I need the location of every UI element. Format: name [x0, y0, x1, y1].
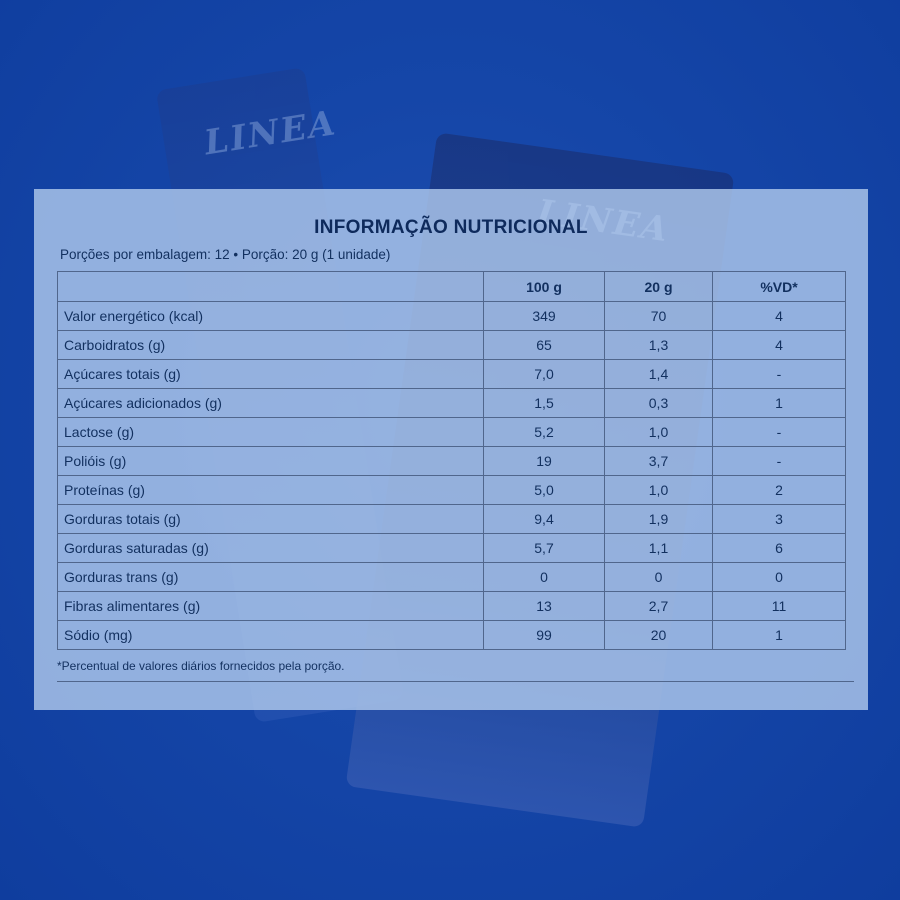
label-title: INFORMAÇÃO NUTRICIONAL: [314, 217, 588, 238]
table-row: [58, 505, 846, 534]
value-dv: -: [713, 360, 846, 389]
table-row: [58, 418, 846, 447]
table-row: [58, 302, 846, 331]
column-header-100g: 100 g: [484, 272, 605, 302]
value-portion: 1,1: [605, 534, 713, 563]
value-100g: 5,2: [484, 418, 605, 447]
value-portion: 1,9: [605, 505, 713, 534]
value-dv: 1: [713, 389, 846, 418]
portion-info: Porções por embalagem: 12 • Porção: 20 g (1 unidade): [60, 247, 391, 262]
table-row: [58, 476, 846, 505]
nutrient-name: Polióis (g): [58, 447, 484, 476]
nutrient-name: Gorduras trans (g): [58, 563, 484, 592]
value-dv: 6: [713, 534, 846, 563]
value-dv: 0: [713, 563, 846, 592]
value-100g: 349: [484, 302, 605, 331]
value-portion: 70: [605, 302, 713, 331]
brand-logo: LINEA: [201, 103, 340, 164]
nutrient-name: Lactose (g): [58, 418, 484, 447]
table-row: [58, 592, 846, 621]
value-100g: 5,0: [484, 476, 605, 505]
value-dv: 2: [713, 476, 846, 505]
nutrient-name: Açúcares totais (g): [58, 360, 484, 389]
value-100g: 9,4: [484, 505, 605, 534]
value-portion: 1,4: [605, 360, 713, 389]
nutrient-name: Carboidratos (g): [58, 331, 484, 360]
value-portion: 0,3: [605, 389, 713, 418]
value-dv: 4: [713, 302, 846, 331]
value-100g: 5,7: [484, 534, 605, 563]
nutrient-name: Gorduras totais (g): [58, 505, 484, 534]
footnote: *Percentual de valores diários fornecidos pela porção.: [57, 659, 345, 673]
divider: [57, 681, 854, 682]
table-header-row: [58, 272, 846, 302]
table-row: [58, 621, 846, 650]
value-dv: 3: [713, 505, 846, 534]
column-header-nutrient: [58, 272, 484, 302]
value-portion: 1,0: [605, 476, 713, 505]
value-portion: 3,7: [605, 447, 713, 476]
value-dv: 1: [713, 621, 846, 650]
value-portion: 20: [605, 621, 713, 650]
nutrient-name: Açúcares adicionados (g): [58, 389, 484, 418]
value-portion: 1,3: [605, 331, 713, 360]
nutrition-panel: [34, 189, 868, 710]
nutrient-name: Proteínas (g): [58, 476, 484, 505]
value-100g: 65: [484, 331, 605, 360]
column-header-portion: 20 g: [605, 272, 713, 302]
nutrition-table: [57, 271, 846, 650]
table-row: [58, 360, 846, 389]
value-100g: 1,5: [484, 389, 605, 418]
column-header-dv: %VD*: [713, 272, 846, 302]
value-dv: 4: [713, 331, 846, 360]
value-dv: 11: [713, 592, 846, 621]
value-100g: 19: [484, 447, 605, 476]
value-portion: 0: [605, 563, 713, 592]
table-row: [58, 447, 846, 476]
nutrient-name: Sódio (mg): [58, 621, 484, 650]
value-100g: 0: [484, 563, 605, 592]
table-row: [58, 389, 846, 418]
value-dv: -: [713, 418, 846, 447]
table-row: [58, 534, 846, 563]
value-portion: 1,0: [605, 418, 713, 447]
table-row: [58, 331, 846, 360]
nutrient-name: Fibras alimentares (g): [58, 592, 484, 621]
value-dv: -: [713, 447, 846, 476]
value-100g: 7,0: [484, 360, 605, 389]
nutrient-name: Gorduras saturadas (g): [58, 534, 484, 563]
table-body: [58, 302, 846, 650]
nutrient-name: Valor energético (kcal): [58, 302, 484, 331]
value-100g: 99: [484, 621, 605, 650]
value-100g: 13: [484, 592, 605, 621]
table-row: [58, 563, 846, 592]
value-portion: 2,7: [605, 592, 713, 621]
